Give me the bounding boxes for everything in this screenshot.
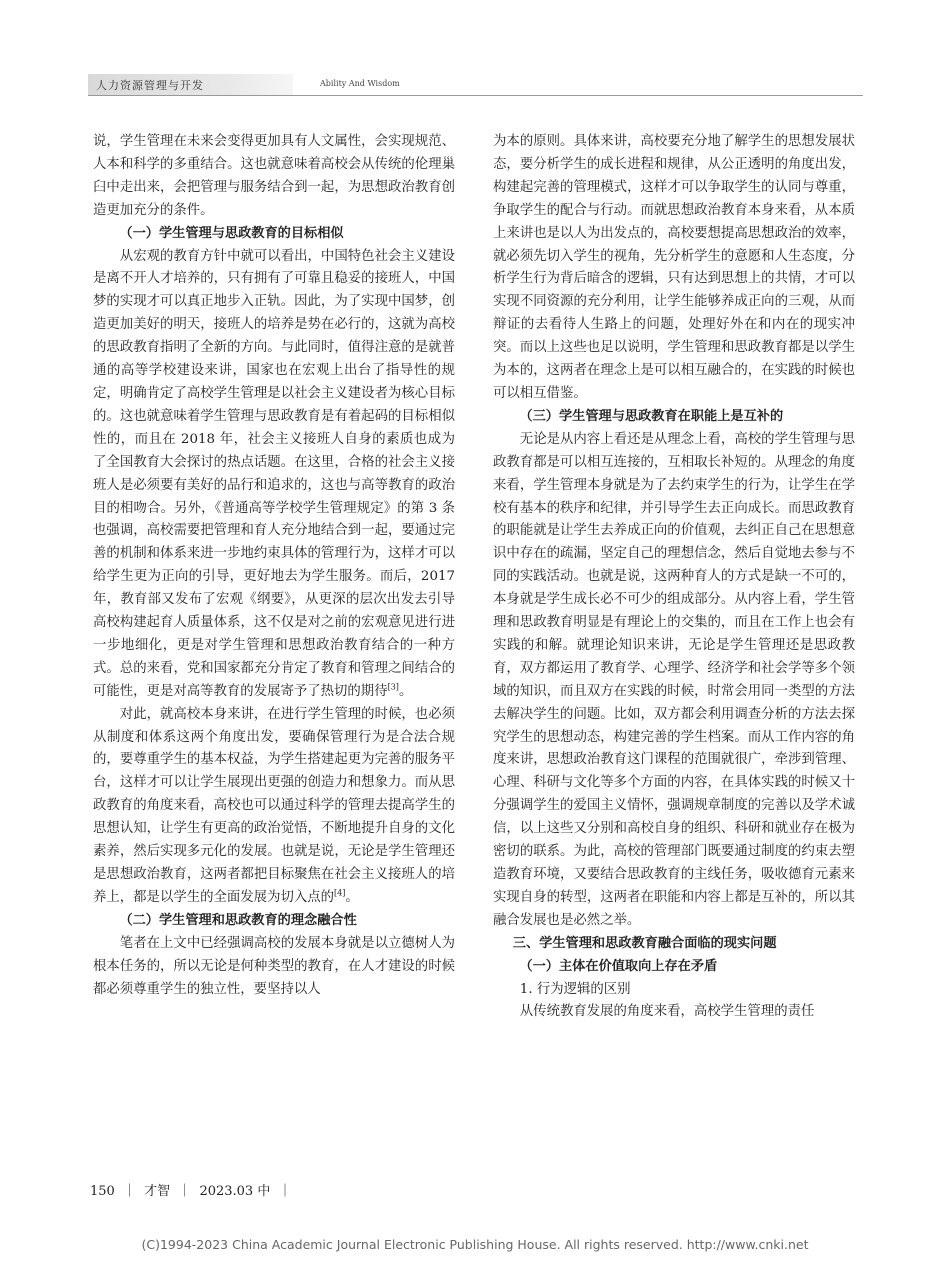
citation: [3] <box>387 682 399 692</box>
paragraph: 为本的原则。具体来讲，高校要充分地了解学生的思想发展状态，要分析学生的成长进程和规律，从公正透明的角度出发，构建起完善的管理模式，这样才可以争取学生的认同与尊重，争取学生的配合与行动。而就思想政治教育本身来看，从本质上来讲也是以人为出发点的，高校要想提高思想政治的效率，就必须先切入学生的视角，先分析学生的意愿和人生态度，分析学生行为背后暗含的逻辑，只有达到思想上的共情，才可以实现不同资源的充分利用，让学生能够养成正向的三观，从而辩证的去看待人生路上的问题，处理好外在和内在的现实冲突。而以上这些也足以说明，学生管理和思政教育都是以学生为本的，这两者在理念上是可以相互融合的，在实践的时候也可以相互借鉴。 <box>493 134 855 401</box>
section-title: 人力资源管理与开发 <box>96 79 204 92</box>
paragraph: 从传统教育发展的角度来看，高校学生管理的责任 <box>519 1004 815 1020</box>
subheading: 1. 行为逻辑的区别 <box>519 981 631 997</box>
chapter-heading: 三、学生管理和思政教育融合面临的现实问题 <box>512 935 777 951</box>
header-divider <box>88 95 863 96</box>
left-column <box>93 131 455 1001</box>
footer-separator: ｜ <box>122 1184 136 1199</box>
issue-label: 2023.03 中 <box>199 1184 271 1199</box>
paragraph: 从宏观的教育方针中就可以看出，中国特色社会主义建设是离不开人才培养的，只有拥有了可靠且稳妥的接班人，中国梦的实现才可以真正地步入正轨。因此，为了实现中国梦，创造更加美好的明天，接班人的培养是势在必行的，这就为高校的思政教育指明了全新的方向。与此同时，值得注意的是就普通的高等学校建设来讲，国家也在宏观上出台了指导性的规定，明确肯定了高校学生管理是以社会主义建设者为核心目标的。这也就意味着学生管理与思政教育是有着起码的目标相似性的，而且在 2018 年，社会主义接班人自身的素质也成为了全国教育大会探讨的热点话题。在这里，合格的社会主义接班人是必须要有美好的品行和追求的，这也与高等教育的政治目的相吻合。另外，《普通高等学校学生管理规定》的第 3 条也强调，高校需要把管理和育人充分地结合到一起，要通过完善的机制和体系来进一步地约束具体的管理行为，这样才可以给学生更为正向的引导，更好地去为学生服务。而后，2017 年，教育部又发布了宏观《纲要》，从更深的层次出发去引导高校构建起育人质量体系，这不仅是对之前的宏观意见进行进一步地细化，更是对学生管理和思想政治教育结合的一种方式。总的来看，党和国家都充分肯定了教育和管理之间结合的可能性，更是对高等教育的发展寄予了热切的期待[3]。 <box>93 248 455 699</box>
page-footer <box>90 1180 296 1199</box>
journal-english-title: Ability And Wisdom <box>320 79 400 88</box>
section-heading: （二）学生管理和思政教育的理念融合性 <box>119 912 357 928</box>
paragraph: 对此，就高校本身来讲，在进行学生管理的时候，也必须从制度和体系这两个角度出发，要确保管理行为是合法合规的，要尊重学生的基本权益，为学生搭建起更为完善的服务平台，这样才可以让学生展现出更强的创造力和想象力。而从思政教育的角度来看，高校也可以通过科学的管理去提高学生的思想认知，让学生有更高的政治觉悟，不断地提升自身的文化素养，然后实现多元化的发展。也就是说，无论是学生管理还是思想政治教育，这两者都把目标聚焦在社会主义接班人的培养上，都是以学生的全面发展为切入点的[4]。 <box>93 706 455 905</box>
right-column <box>493 131 855 1024</box>
page-number: 150 <box>90 1184 115 1199</box>
section-heading: （三）学生管理与思政教育在职能上是互补的 <box>519 408 784 424</box>
page-header <box>88 74 863 96</box>
section-heading: （一）主体在价值取向上存在矛盾 <box>519 958 718 974</box>
paragraph: 笔者在上文中已经强调高校的发展本身就是以立德树人为根本任务的，所以无论是何种类型的教育，在人才建设的时候都必须尊重学生的独立性，要坚持以人 <box>93 935 455 997</box>
paragraph: 无论是从内容上看还是从理念上看，高校的学生管理与思政教育都是可以相互连接的，互相取长补短的。从理念的角度来看，学生管理本身就是为了去约束学生的行为，让学生在学校有基本的秩序和纪律，并引导学生去正向成长。而思政教育的职能就是让学生去养成正向的价值观，去纠正自己在思想意识中存在的疏漏，坚定自己的理想信念，然后自觉地去参与不同的实践活动。也就是说，这两种育人的方式是缺一不可的，本身就是学生成长必不可少的组成部分。从内容上看，学生管理和思政教育明显是有理论上的交集的，而且在工作上也会有实践的和解。就理论知识来讲，无论是学生管理还是思政教育，双方都运用了教育学、心理学、经济学和社会学等多个领域的知识，而且双方在实践的时候，时常会用同一类型的方法去解决学生的问题。比如，双方都会利用调查分析的方法去探究学生的思想动态，构建完善的学生档案。而从工作内容的角度来讲，思想政治教育这门课程的范围就很广，牵涉到管理、心理、科研与文化等多个方面的内容，在具体实践的时候又十分强调学生的爱国主义情怀，强调规章制度的完善以及学术诚信，以上这些又分别和高校自身的组织、科研和就业存在极为密切的联系。为此，高校的管理部门既要通过制度的约束去塑造教育环境，又要结合思政教育的主线任务，吸收德育元素来实现自身的转型，这两者在职能和内容上都是互补的，所以其融合发展也是必然之举。 <box>493 431 855 928</box>
footer-separator: ｜ <box>178 1184 192 1199</box>
paragraph: 说，学生管理在未来会变得更加具有人文属性，会实现规范、人本和科学的多重结合。这也就意味着高校会从传统的伦理巢臼中走出来，会把管理与服务结合到一起，为思想政治教育创造更加充分的条件。 <box>93 134 455 218</box>
header-tab <box>88 74 293 96</box>
section-heading: （一）学生管理与思政教育的目标相似 <box>119 225 344 241</box>
copyright-notice: (C)1994-2023 China Academic Journal Electronic Publishing House. All rights reserved. http://www.cnki.net <box>141 1237 809 1252</box>
footer-separator: ｜ <box>278 1184 292 1199</box>
citation: [4] <box>334 888 346 898</box>
journal-name: 才智 <box>144 1184 171 1199</box>
